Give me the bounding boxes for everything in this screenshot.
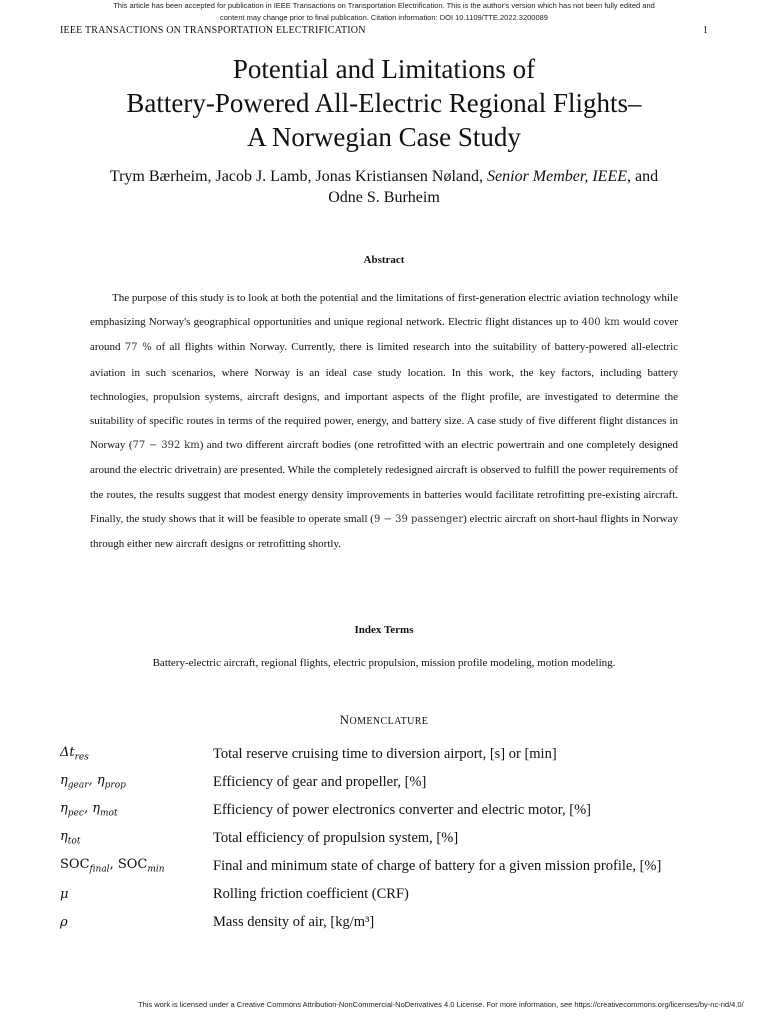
- nomenclature-row: [60, 768, 720, 796]
- page-number: 1: [702, 25, 708, 36]
- paper-title: [40, 52, 728, 154]
- title-line-3: A Norwegian Case Study: [247, 122, 521, 152]
- abstract-value-share: 77 %: [124, 342, 152, 354]
- author-tail: , and: [627, 168, 659, 185]
- nomenclature-symbol: $\Delta t_{res}$: [60, 745, 89, 763]
- nomenclature-heading: [0, 712, 768, 728]
- abstract-text-5: ) electric aircraft on short-haul flights in Norway through either new aircraft designs or retrofitting shortly.: [90, 512, 678, 551]
- publication-banner: [0, 0, 768, 24]
- banner-line-2: content may change prior to final publication. Citation information: DOI 10.1109/TTE.2022.3200089: [220, 13, 548, 22]
- title-line-2: Battery-Powered All-Electric Regional Flights–: [126, 88, 642, 118]
- abstract-text-3: of all flights within Norway. Currently, there is limited research into the suitability of battery-powered all-electric aviation in such scenarios, where Norway is an ideal case study location. In this work, the key factors, including battery technologies, propulsion systems, aircraft designs, and important aspects of the flight profile, are investigated to determine the suitability of specific routes in terms of the required power, energy, and battery size. A case study of five different flight distances in Norway (: [90, 341, 679, 452]
- nomenclature-list: [60, 740, 720, 936]
- nomenclature-heading-cap: N: [339, 712, 350, 727]
- nomenclature-symbol: $\eta_{tot}$: [60, 829, 81, 847]
- journal-name: IEEE TRANSACTIONS ON TRANSPORTATION ELECTRIFICATION: [60, 25, 366, 36]
- nomenclature-symbol: $SOC_{final}$, $SOC_{min}$: [60, 857, 165, 875]
- nomenclature-symbol: $\eta_{gear}$, $\eta_{prop}$: [60, 773, 126, 791]
- author-line-2: Odne S. Burheim: [328, 189, 440, 206]
- nomenclature-symbol: ρ: [60, 914, 68, 930]
- nomenclature-description: Total efficiency of propulsion system, [%]: [213, 829, 459, 846]
- author-list: [40, 166, 728, 208]
- abstract-heading: Abstract: [363, 254, 405, 266]
- nomenclature-row: [60, 824, 720, 852]
- nomenclature-row: [60, 796, 720, 824]
- abstract-value-passengers: 9 − 39 passenger: [373, 513, 464, 525]
- abstract-text-4: ) and two different aircraft bodies (one retrofitted with an electric powertrain and one completely designed around the electric drivetrain) are presented. While the completely redesigned aircraft is observed to fulfill the power requirements of the routes, the results suggest that modest energy density improvements in batteries would facilitate retrofitting pre-existing aircraft. Finally, the study shows that it will be feasible to operate small (: [90, 439, 678, 525]
- nomenclature-symbol: μ: [60, 886, 69, 902]
- index-terms-text: Battery-electric aircraft, regional flights, electric propulsion, mission profile modeling, motion modeling.: [152, 657, 616, 669]
- running-head: [60, 25, 708, 36]
- abstract-value-range: 77 − 392 km: [132, 440, 200, 452]
- abstract-text-2: would cover around: [90, 316, 679, 354]
- author-membership: Senior Member, IEEE: [487, 168, 627, 185]
- nomenclature-description: Rolling friction coefficient (CRF): [213, 885, 409, 902]
- nomenclature-description: Efficiency of gear and propeller, [%]: [213, 773, 427, 790]
- banner-line-1: This article has been accepted for publication in IEEE Transactions on Transportation Electrification. This is the author's version which has not been fully edited and: [113, 1, 655, 10]
- nomenclature-row: [60, 740, 720, 768]
- abstract-value-distance: 400 km: [581, 317, 620, 329]
- nomenclature-row: [60, 852, 720, 880]
- nomenclature-symbol: $\eta_{pec}$, $\eta_{mot}$: [60, 801, 118, 819]
- nomenclature-description: Mass density of air, [kg/m³]: [213, 913, 375, 930]
- abstract-text-1: The purpose of this study is to look at both the potential and the limitations of first-generation electric aviation technology while emphasizing Norway's geographical opportunities and unique regional network. Electric flight distances up to: [90, 292, 678, 329]
- nomenclature-description: Total reserve cruising time to diversion airport, [s] or [min]: [213, 745, 557, 762]
- nomenclature-description: Efficiency of power electronics converter and electric motor, [%]: [213, 801, 591, 818]
- nomenclature-description: Final and minimum state of charge of battery for a given mission profile, [%]: [213, 857, 662, 874]
- title-line-1: Potential and Limitations of: [232, 54, 536, 84]
- nomenclature-row: [60, 880, 720, 908]
- index-terms-heading: Index Terms: [354, 624, 414, 636]
- nomenclature-heading-rest: OMENCLATURE: [349, 716, 429, 727]
- nomenclature-row: [60, 908, 720, 936]
- license-footer: This work is licensed under a Creative Commons Attribution-NonCommercial-NoDerivatives 4.0 License. For more information, see https://creativecommons.org/licenses/by-nc-nd/4.0/: [138, 1000, 744, 1009]
- abstract-body: [90, 286, 678, 556]
- author-names: Trym Bærheim, Jacob J. Lamb, Jonas Kristiansen Nøland,: [109, 168, 484, 185]
